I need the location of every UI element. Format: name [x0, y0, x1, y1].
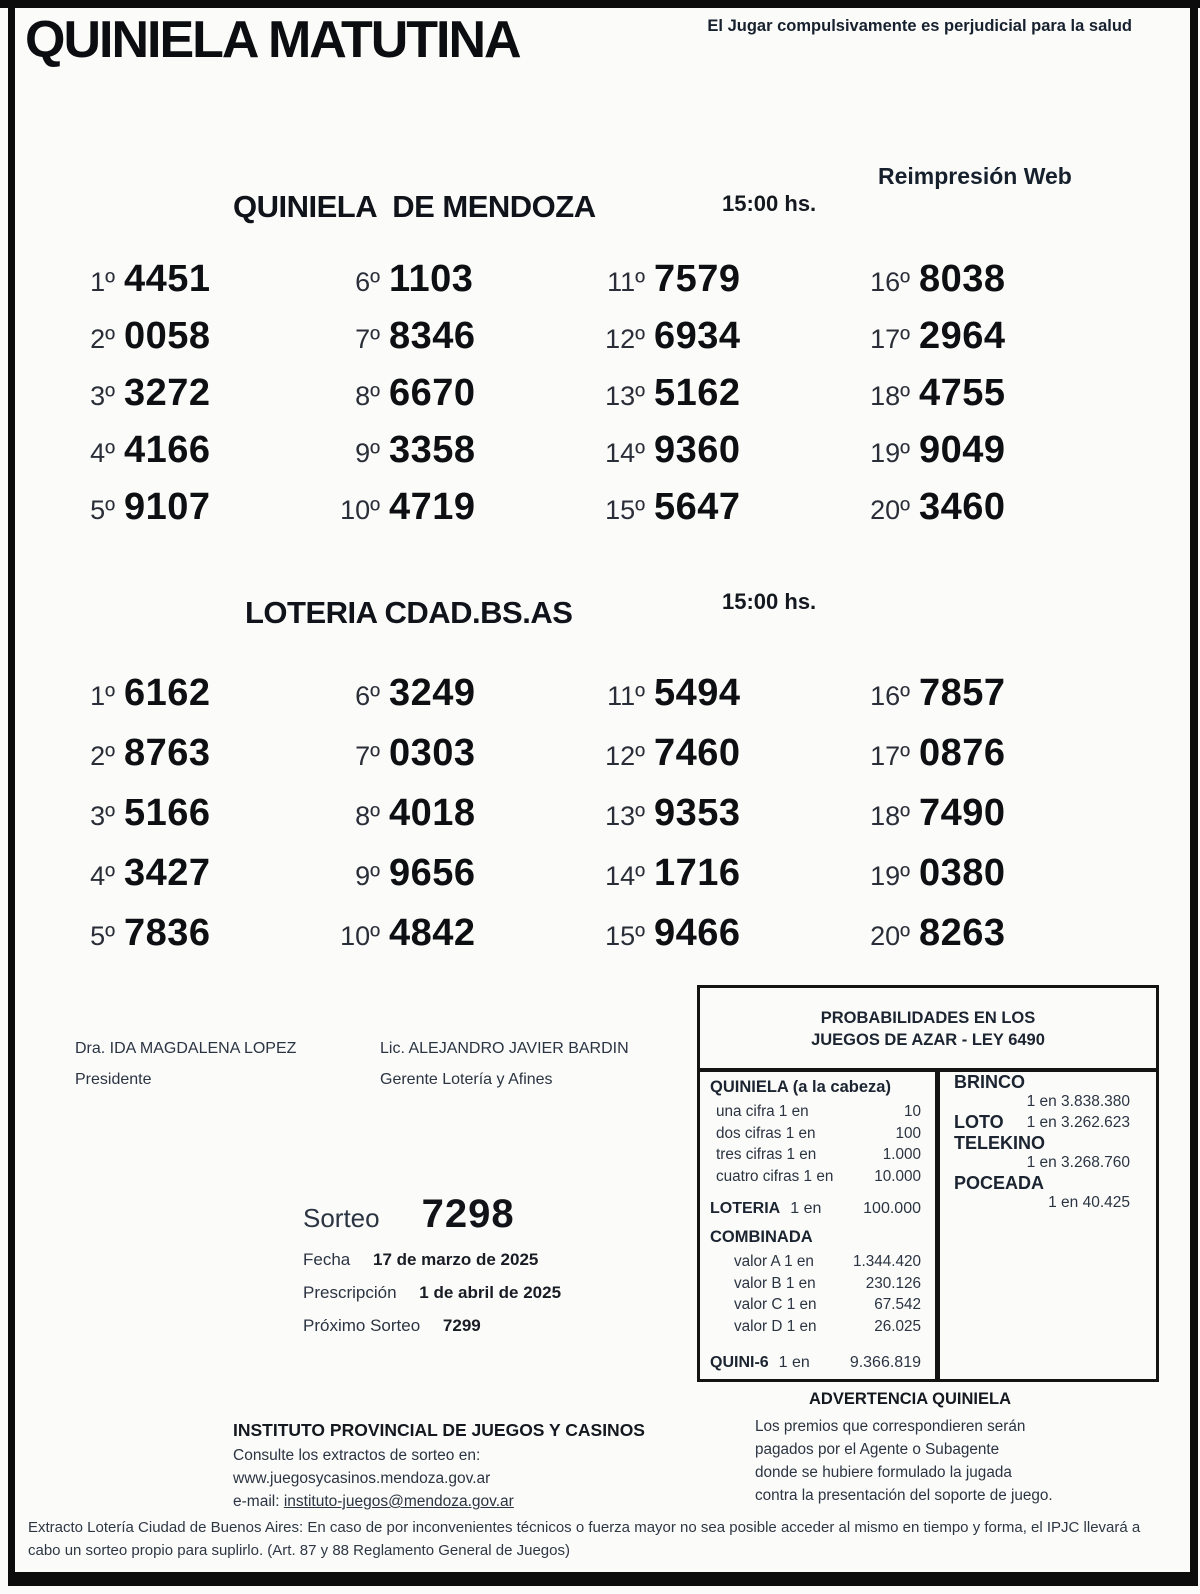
- result-cell: [55, 732, 320, 792]
- result-cell: [850, 372, 1115, 429]
- result-position: 20º: [870, 495, 910, 525]
- result-cell: [320, 912, 585, 972]
- result-number: 0303: [389, 732, 476, 774]
- result-position: 5º: [90, 495, 115, 525]
- result-number: 7857: [919, 672, 1006, 714]
- institute-block: [233, 1420, 703, 1510]
- result-cell: [850, 852, 1115, 912]
- result-cell: [320, 732, 585, 792]
- section-title-bsas: LOTERIA CDAD.BS.AS: [245, 595, 573, 630]
- result-number: 7460: [654, 732, 741, 774]
- result-number: 4451: [124, 258, 211, 300]
- game-label: BRINCO: [954, 1072, 1025, 1092]
- result-number: 1103: [389, 258, 474, 300]
- draw-info-value: 17 de marzo de 2025: [372, 1250, 539, 1269]
- result-number: 9353: [654, 792, 741, 834]
- odds-label: tres cifras 1 en: [716, 1146, 817, 1163]
- loteria-odds-row: [710, 1200, 921, 1218]
- result-cell: [850, 912, 1115, 972]
- result-position: 10º: [340, 495, 380, 525]
- draw-info-row: [303, 1316, 663, 1336]
- result-number: 4018: [389, 792, 476, 834]
- result-position: 3º: [90, 381, 115, 411]
- result-number: 6162: [124, 672, 211, 714]
- odds-value: 26.025: [874, 1317, 921, 1335]
- quini6-odds-row: [710, 1354, 921, 1372]
- result-number: 0380: [919, 852, 1006, 894]
- odds-mid: 1 en: [778, 1354, 810, 1371]
- odds-label: valor A 1 en: [734, 1253, 814, 1270]
- draw-info-rows: [303, 1250, 663, 1336]
- game-odds-value: 1 en 3.262.623: [1026, 1114, 1130, 1131]
- result-number: 0876: [919, 732, 1006, 774]
- odds-label: valor D 1 en: [734, 1317, 817, 1335]
- odds-value: 100.000: [863, 1200, 921, 1217]
- odds-value: 230.126: [865, 1274, 921, 1292]
- result-number: 8038: [919, 258, 1006, 300]
- result-number: 3427: [124, 852, 211, 894]
- result-cell: [55, 792, 320, 852]
- result-cell: [585, 372, 850, 429]
- result-cell: [320, 315, 585, 372]
- result-number: 6670: [389, 372, 476, 414]
- result-number: 5166: [124, 792, 211, 834]
- probabilities-body: [700, 1072, 1156, 1379]
- combinada-heading: COMBINADA: [710, 1228, 813, 1246]
- result-cell: [585, 732, 850, 792]
- advertencia-line: donde se hubiere formulado la jugada: [755, 1464, 1012, 1481]
- result-cell: [850, 429, 1115, 486]
- result-number: 7490: [919, 792, 1006, 834]
- section-time-mendoza: 15:00 hs.: [722, 191, 817, 216]
- result-position: 1º: [90, 267, 115, 297]
- result-cell: [585, 258, 850, 315]
- result-number: 8763: [124, 732, 211, 774]
- game-odds-entry: [954, 1133, 1130, 1173]
- result-number: 4755: [919, 372, 1006, 414]
- result-number: 9107: [124, 486, 211, 528]
- signatory-manager: [380, 1040, 680, 1089]
- institute-name: INSTITUTO PROVINCIAL DE JUEGOS Y CASINOS: [233, 1420, 645, 1440]
- game-odds-value: 1 en 3.268.760: [1026, 1154, 1130, 1171]
- odds-value: 10: [903, 1103, 921, 1120]
- result-position: 14º: [605, 438, 645, 468]
- probabilities-right-column: [940, 1072, 1156, 1379]
- health-warning-text: El Jugar compulsivamente es perjudicial para la salud: [707, 17, 1132, 35]
- result-position: 19º: [870, 438, 910, 468]
- result-number: 4842: [389, 912, 476, 954]
- results-grid-bsas: [55, 672, 1115, 972]
- email-label: e-mail:: [233, 1493, 284, 1510]
- draw-info-row: [303, 1283, 663, 1303]
- result-cell: [320, 372, 585, 429]
- result-number: 1716: [654, 852, 741, 894]
- odds-row: [710, 1251, 921, 1273]
- result-cell: [320, 258, 585, 315]
- result-position: 5º: [90, 921, 115, 951]
- result-position: 7º: [355, 741, 380, 771]
- result-cell: [850, 258, 1115, 315]
- odds-row: [710, 1316, 921, 1338]
- result-position: 19º: [870, 861, 910, 891]
- frame-right-bar: [1190, 8, 1198, 1586]
- advertencia-title: ADVERTENCIA QUINIELA: [809, 1390, 1011, 1408]
- result-position: 12º: [605, 741, 645, 771]
- result-position: 8º: [355, 381, 380, 411]
- result-cell: [585, 792, 850, 852]
- result-number: 9466: [654, 912, 741, 954]
- institute-line: Consulte los extractos de sorteo en:: [233, 1447, 481, 1464]
- probabilities-box: [697, 985, 1159, 1382]
- result-cell: [55, 852, 320, 912]
- draw-info-label: Fecha: [303, 1250, 351, 1269]
- sorteo-number: 7298: [421, 1192, 515, 1236]
- result-cell: [55, 672, 320, 732]
- result-cell: [850, 486, 1115, 543]
- draw-info-value: 1 de abril de 2025: [419, 1283, 562, 1302]
- odds-row: [710, 1123, 921, 1145]
- odds-label: valor B 1 en: [734, 1274, 816, 1292]
- result-cell: [320, 429, 585, 486]
- result-number: 3358: [389, 429, 476, 471]
- game-label: LOTO: [954, 1112, 1004, 1132]
- odds-value: 10.000: [874, 1167, 921, 1185]
- odds-label: valor C 1 en: [734, 1296, 817, 1313]
- advertencia-block: [675, 1390, 1145, 1507]
- result-position: 9º: [355, 438, 380, 468]
- probabilities-title: [700, 988, 1156, 1072]
- result-number: 9656: [389, 852, 476, 894]
- game-odds-entry: [954, 1072, 1130, 1112]
- signatory-role: Gerente Lotería y Afines: [380, 1071, 553, 1088]
- odds-row: [710, 1166, 921, 1188]
- quiniela-odds-rows: [710, 1101, 921, 1187]
- result-cell: [55, 315, 320, 372]
- odds-row: [710, 1101, 921, 1123]
- result-number: 6934: [654, 315, 741, 357]
- result-position: 16º: [870, 267, 910, 297]
- frame-top-bar: [0, 0, 1200, 8]
- result-number: 5162: [654, 372, 741, 414]
- signatory-role: Presidente: [75, 1071, 152, 1088]
- institute-lines: [233, 1447, 703, 1487]
- section-title-mendoza: QUINIELA DE MENDOZA: [233, 189, 596, 224]
- result-position: 10º: [340, 921, 380, 951]
- result-position: 4º: [90, 438, 115, 468]
- result-cell: [320, 486, 585, 543]
- institute-email-line: [233, 1493, 703, 1510]
- draw-info-row: [303, 1250, 663, 1270]
- result-number: 7836: [124, 912, 211, 954]
- section-time-bsas: 15:00 hs.: [722, 589, 817, 614]
- result-position: 4º: [90, 861, 115, 891]
- result-cell: [585, 852, 850, 912]
- result-cell: [55, 429, 320, 486]
- result-position: 9º: [355, 861, 380, 891]
- email-address: instituto-juegos@mendoza.gov.ar: [283, 1493, 514, 1510]
- result-position: 13º: [605, 381, 645, 411]
- result-cell: [850, 672, 1115, 732]
- result-number: 4719: [389, 486, 476, 528]
- result-position: 7º: [355, 324, 380, 354]
- result-number: 5647: [654, 486, 741, 528]
- odds-value: 67.542: [874, 1296, 921, 1313]
- result-position: 8º: [355, 801, 380, 831]
- signatory-name: Dra. IDA MAGDALENA LOPEZ: [75, 1040, 297, 1057]
- result-position: 11º: [607, 681, 645, 711]
- result-cell: [320, 852, 585, 912]
- game-odds-value: 1 en 40.425: [1048, 1194, 1130, 1211]
- result-cell: [55, 486, 320, 543]
- game-label: POCEADA: [954, 1173, 1045, 1193]
- result-position: 11º: [607, 267, 645, 297]
- result-cell: [55, 372, 320, 429]
- odds-label: cuatro cifras 1 en: [716, 1167, 834, 1185]
- probabilities-title-line2: JUEGOS DE AZAR - LEY 6490: [811, 1031, 1045, 1049]
- frame-left-bar: [8, 8, 15, 1586]
- signatory-president: [75, 1040, 375, 1089]
- combinada-odds-rows: [710, 1251, 921, 1337]
- advertencia-lines: [675, 1415, 1145, 1507]
- draw-info-label: Prescripción: [303, 1283, 397, 1302]
- result-position: 13º: [605, 801, 645, 831]
- result-cell: [850, 315, 1115, 372]
- result-number: 4166: [124, 429, 211, 471]
- result-number: 9360: [654, 429, 741, 471]
- result-cell: [55, 258, 320, 315]
- result-cell: [55, 912, 320, 972]
- result-number: 8346: [389, 315, 476, 357]
- odds-mid: 1 en: [790, 1200, 822, 1217]
- result-position: 12º: [605, 324, 645, 354]
- game-odds-entry: [954, 1173, 1130, 1213]
- result-cell: [850, 792, 1115, 852]
- result-number: 0058: [124, 315, 211, 357]
- odds-row: [710, 1294, 921, 1316]
- result-position: 18º: [870, 801, 910, 831]
- result-cell: [320, 672, 585, 732]
- result-position: 2º: [90, 741, 115, 771]
- advertencia-line: pagados por el Agente o Subagente: [755, 1441, 1000, 1458]
- result-position: 17º: [870, 324, 910, 354]
- advertencia-line: contra la presentación del soporte de juego.: [755, 1487, 1053, 1504]
- frame-bottom-bar: [8, 1572, 1190, 1586]
- game-label: TELEKINO: [954, 1133, 1046, 1153]
- result-cell: [585, 486, 850, 543]
- result-number: 8263: [919, 912, 1006, 954]
- result-position: 16º: [870, 681, 910, 711]
- odds-label: LOTERIA: [710, 1200, 781, 1217]
- signatory-name: Lic. ALEJANDRO JAVIER BARDIN: [380, 1040, 629, 1057]
- result-cell: [585, 315, 850, 372]
- footnote-text: Extracto Lotería Ciudad de Buenos Aires: En caso de por inconvenientes técnicos o fuerza mayor no sea posible acceder al mismo en tiempo y forma, el IPJC llevará a cabo un sorteo propio para suplirlo. (Art. 87 y 88 Reglamento General de Juegos): [28, 1519, 1141, 1559]
- result-cell: [585, 672, 850, 732]
- odds-value: 100: [895, 1124, 921, 1142]
- odds-value: 1.000: [882, 1146, 921, 1163]
- result-position: 3º: [90, 801, 115, 831]
- result-position: 1º: [90, 681, 115, 711]
- institute-line: www.juegosycasinos.mendoza.gov.ar: [233, 1470, 491, 1487]
- result-number: 2964: [919, 315, 1006, 357]
- game-odds-entry: [954, 1112, 1130, 1133]
- result-number: 9049: [919, 429, 1006, 471]
- sorteo-line: [303, 1192, 663, 1237]
- result-position: 17º: [870, 741, 910, 771]
- result-cell: [585, 429, 850, 486]
- result-position: 15º: [605, 495, 645, 525]
- advertencia-line: Los premios que correspondieren serán: [755, 1418, 1026, 1435]
- draw-info-value: 7299: [442, 1316, 481, 1335]
- result-cell: [585, 912, 850, 972]
- odds-label: QUINI-6: [710, 1354, 769, 1371]
- results-grid-mendoza: [55, 258, 1115, 543]
- result-cell: [850, 732, 1115, 792]
- odds-label: una cifra 1 en: [716, 1103, 809, 1120]
- result-position: 15º: [605, 921, 645, 951]
- sorteo-label: Sorteo: [303, 1203, 380, 1233]
- document-title: QUINIELA MATUTINA: [25, 11, 520, 69]
- odds-label: dos cifras 1 en: [716, 1124, 816, 1142]
- result-number: 3272: [124, 372, 211, 414]
- odds-value: 1.344.420: [852, 1253, 921, 1270]
- result-position: 20º: [870, 921, 910, 951]
- result-number: 3460: [919, 486, 1006, 528]
- draw-info-block: [303, 1192, 663, 1336]
- result-position: 6º: [355, 681, 380, 711]
- odds-row: [710, 1273, 921, 1295]
- probabilities-left-column: [700, 1072, 940, 1379]
- result-cell: [320, 792, 585, 852]
- odds-row: [710, 1144, 921, 1166]
- result-number: 7579: [654, 258, 741, 300]
- result-number: 5494: [654, 672, 741, 714]
- result-position: 14º: [605, 861, 645, 891]
- probabilities-title-line1: PROBABILIDADES EN LOS: [820, 1009, 1036, 1027]
- quiniela-heading: QUINIELA (a la cabeza): [710, 1078, 891, 1096]
- result-position: 6º: [355, 267, 380, 297]
- result-position: 2º: [90, 324, 115, 354]
- game-odds-value: 1 en 3.838.380: [1026, 1093, 1130, 1110]
- draw-info-label: Próximo Sorteo: [303, 1316, 421, 1335]
- result-number: 3249: [389, 672, 476, 714]
- reprint-label: Reimpresión Web: [878, 163, 1072, 189]
- odds-value: 9.366.819: [849, 1354, 921, 1371]
- result-position: 18º: [870, 381, 910, 411]
